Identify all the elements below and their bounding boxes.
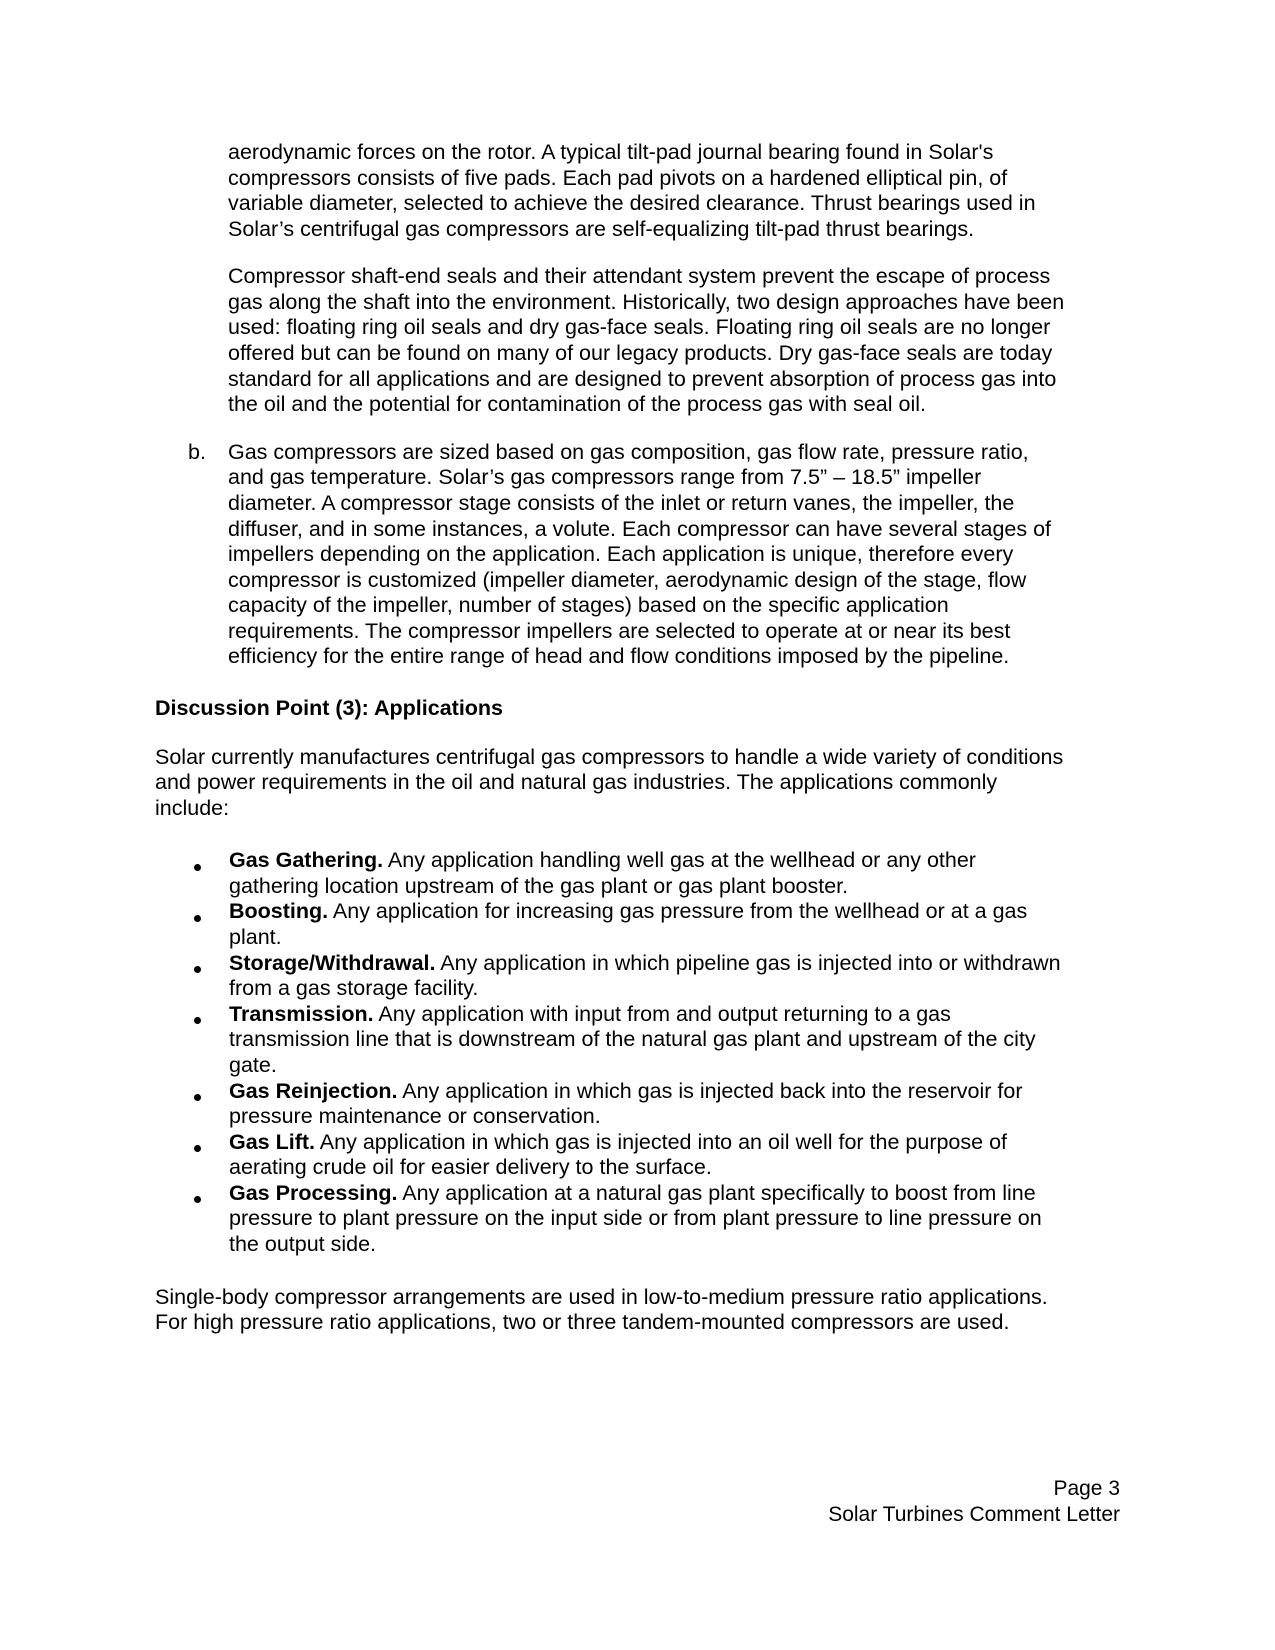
application-entry <box>229 1002 1070 1079</box>
application-entry <box>229 1130 1070 1181</box>
application-entry <box>229 899 1070 950</box>
bullet-icon <box>188 1002 229 1079</box>
list-item <box>188 1079 1070 1130</box>
application-term: Gas Lift. <box>229 1129 316 1154</box>
list-item <box>188 848 1070 899</box>
paragraph-closing-arrangements: Single-body compressor arrangements are used in low-to-medium pressure ratio applications. For high pressure ratio applications, two or three tandem-mounted compressors are used. <box>155 1284 1048 1335</box>
bullet-icon <box>188 1130 229 1181</box>
application-term: Gas Reinjection. <box>229 1078 398 1103</box>
bullet-icon <box>188 1079 229 1130</box>
application-entry <box>229 1079 1070 1130</box>
application-term: Gas Gathering. <box>229 848 384 873</box>
application-term: Storage/Withdrawal. <box>229 950 436 975</box>
page-content <box>155 140 1070 1358</box>
list-marker-b: b. <box>188 439 206 464</box>
application-description: Any application with input from and output returning to a gas transmission line that is downstream of the natural gas plant and upstream of the city gate. <box>229 1001 1036 1077</box>
list-item <box>188 899 1070 950</box>
bullet-icon <box>188 848 229 899</box>
bullet-icon <box>188 1181 229 1258</box>
application-entry <box>229 951 1070 1002</box>
application-term: Gas Processing. <box>229 1180 398 1205</box>
paragraph-shaft-end-seals: Compressor shaft-end seals and their attendant system prevent the escape of process gas along the shaft into the environment. Historically, two design approaches have been used: floating ring oil seals and dry gas-face seals. Floating ring oil seals are no longer offered but can be found on many of our legacy products. Dry gas-face seals are today standard for all applications and are designed to prevent absorption of process gas into the oil and the potential for contamination of the process gas with seal oil. <box>228 264 1065 417</box>
application-description: Any application for increasing gas pressure from the wellhead or at a gas plant. <box>229 899 1028 950</box>
application-entry <box>229 848 1070 899</box>
bullet-icon <box>188 951 229 1002</box>
application-description: Any application handling well gas at the wellhead or any other gathering location upstream of the gas plant or gas plant booster. <box>229 848 976 898</box>
list-item <box>188 1130 1070 1181</box>
paragraph-applications-intro: Solar currently manufactures centrifugal gas compressors to handle a wide variety of conditions and power requirements in the oil and natural gas industries. The applications commonly include: <box>155 744 1064 820</box>
paragraph-continuation-bearings: aerodynamic forces on the rotor. A typical tilt-pad journal bearing found in Solar's compressors consists of five pads. Each pad pivots on a hardened elliptical pin, of variable diameter, selected to achieve the desired clearance. Thrust bearings used in Solar’s centrifugal gas compressors are self-equalizing tilt-pad thrust bearings. <box>228 140 1036 241</box>
application-description: Any application at a natural gas plant specifically to boost from line pressure to plant pressure on the input side or from plant pressure to line pressure on the output side. <box>229 1180 1042 1256</box>
list-item <box>188 1002 1070 1079</box>
application-term: Transmission. <box>229 1001 374 1026</box>
application-description: Any application in which gas is injected into an oil well for the purpose of aerating crude oil for easier delivery to the surface. <box>229 1129 1008 1180</box>
lettered-item-text: Gas compressors are sized based on gas composition, gas flow rate, pressure ratio, and gas temperature. Solar’s gas compressors range from 7.5” – 18.5” impeller diameter. A compressor stage consists of the inlet or return vanes, the impeller, the diffuser, and in some instances, a volute. Each compressor can have several stages of impellers depending on the application. Each application is unique, therefore every compressor is customized (impeller diameter, aerodynamic design of the stage, flow capacity of the impeller, number of stages) based on the specific application requirements. The compressor impellers are selected to operate at or near its best efficiency for the entire range of head and flow conditions imposed by the pipeline. <box>228 439 1052 669</box>
application-description: Any application in which pipeline gas is injected into or withdrawn from a gas storage facility. <box>229 950 1061 1001</box>
page-footer <box>520 1476 1120 1529</box>
footer-document-title: Solar Turbines Comment Letter <box>828 1502 1120 1526</box>
application-entry <box>229 1181 1070 1258</box>
application-term: Boosting. <box>229 899 329 924</box>
list-item <box>188 1181 1070 1258</box>
section-heading-discussion-point-3: Discussion Point (3): Applications <box>155 695 504 720</box>
applications-list <box>155 848 1070 1257</box>
bullet-icon <box>188 899 229 950</box>
list-item <box>188 951 1070 1002</box>
lettered-list-item-b <box>188 440 1070 670</box>
footer-page-number: Page 3 <box>1053 1476 1120 1500</box>
application-description: Any application in which gas is injected back into the reservoir for pressure maintenance or conservation. <box>229 1078 1023 1129</box>
